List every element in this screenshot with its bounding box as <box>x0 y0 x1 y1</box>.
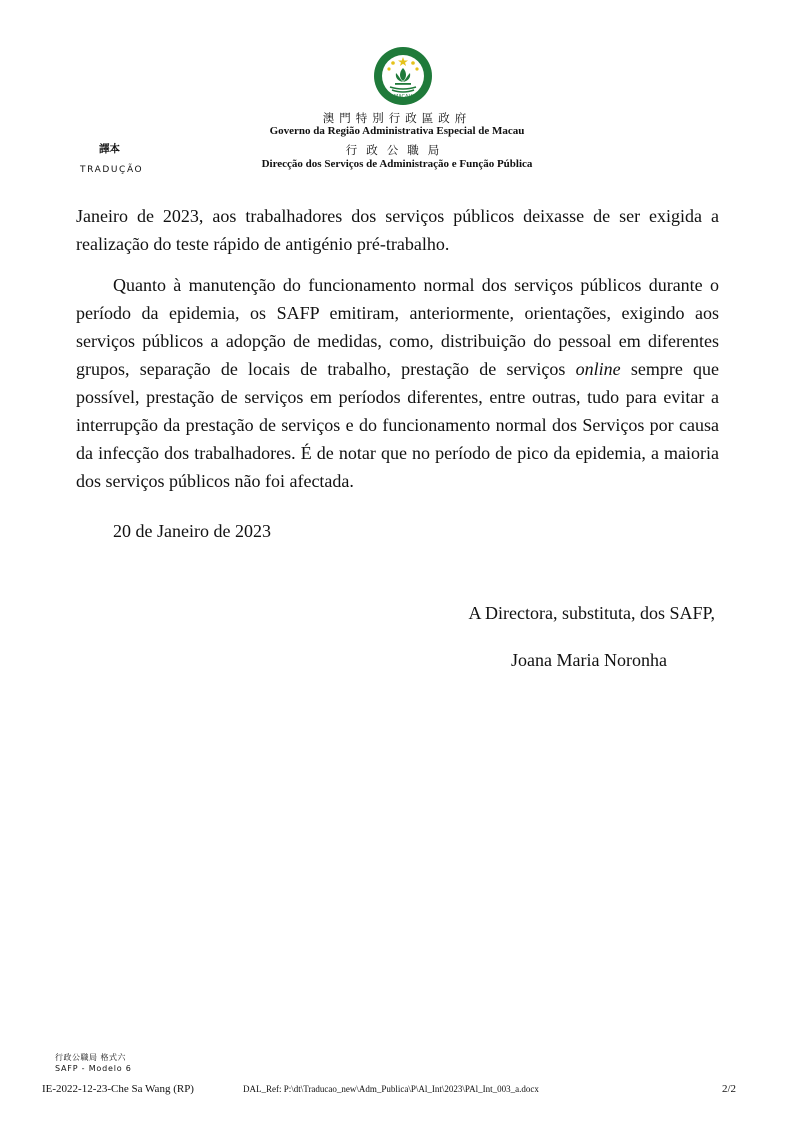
signatory-role: A Directora, substituta, dos SAFP, <box>468 603 715 623</box>
paragraph-2 <box>76 271 719 495</box>
paragraph-2-part-1: Quanto à manutenção do funcionamento normal dos serviços públicos durante o período da epidemia, os SAFP emitiram, anteriormente, orientações, exigindo aos serviços públicos a adopção de medidas, como, distribuição do pessoal em diferentes grupos, separação de locais de trabalho, prestação de serviços <box>76 275 719 379</box>
footer-reference: IE-2022-12-23-Che Sa Wang (RP) <box>42 1083 194 1095</box>
translation-label-portuguese: TRADUÇÃO <box>80 165 144 175</box>
department-name-portuguese: Direcção dos Serviços de Administração e Função Pública <box>261 158 533 170</box>
paragraph-2-italic: online <box>575 359 621 379</box>
document-body <box>76 202 719 508</box>
emblem-caption: MACAU <box>393 94 413 100</box>
footer-file-path: DAL_Ref: P:\dt\Traducao_new\Adm_Publica\P\Al_Int\2023\PAl_Int_003_a.docx <box>243 1084 539 1094</box>
signatory-name: Joana Maria Noronha <box>511 650 667 670</box>
department-name-chinese: 行政公職局 <box>345 143 449 157</box>
paragraph-2-part-2: sempre que possível, prestação de serviços em períodos diferentes, entre outras, tudo para evitar a interrupção da prestação de serviços e do funcionamento normal dos Serviços por causa da infecção dos trabalhadores. É de notar que no período de pico da epidemia, a maioria dos serviços públicos não foi afectada. <box>76 359 720 491</box>
form-model-chinese: 行政公職局 格式六 <box>55 1053 127 1062</box>
page-number: 2/2 <box>721 1083 736 1095</box>
document-date: 20 de Janeiro de 2023 <box>113 521 271 541</box>
government-name-portuguese: Governo da Região Administrativa Especial de Macau <box>269 125 525 137</box>
government-name-chinese: 澳門特別行政區政府 <box>322 111 472 125</box>
form-model-portuguese: SAFP - Modelo 6 <box>55 1064 132 1073</box>
translation-label-chinese: 譯本 <box>99 143 120 155</box>
paragraph-1: Janeiro de 2023, aos trabalhadores dos serviços públicos deixasse de ser exigida a realização do teste rápido de antigénio pré-trabalho. <box>76 206 719 254</box>
